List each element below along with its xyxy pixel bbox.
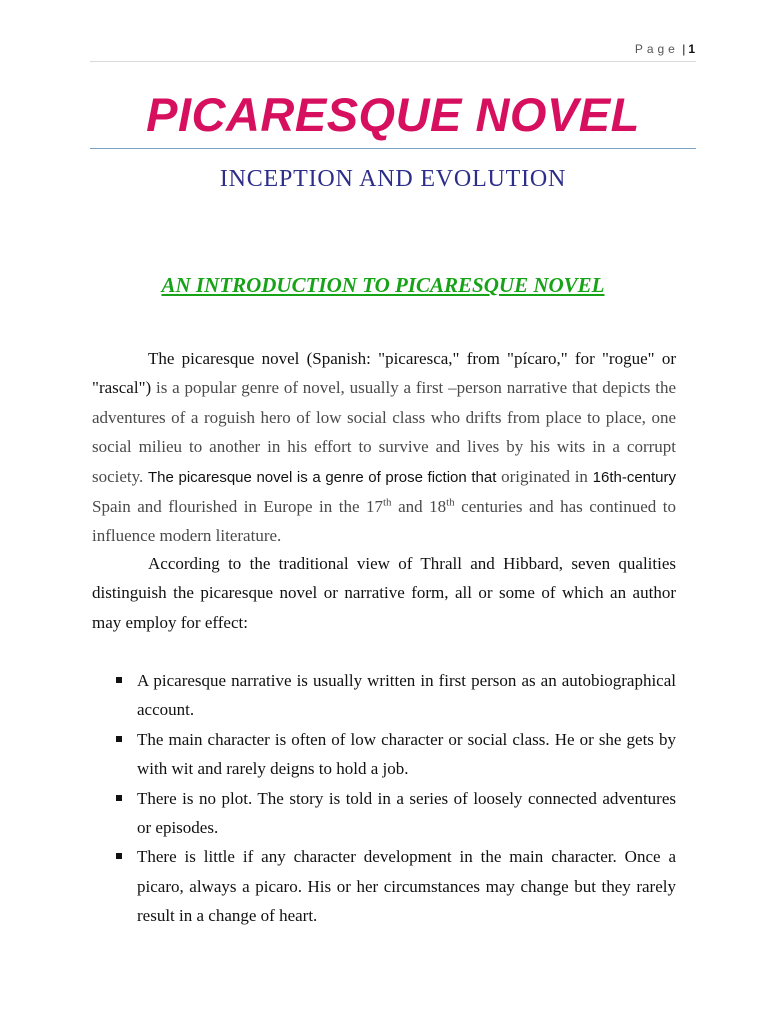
list-item-text: There is little if any character development in the main character. Once a picaro, always a picaro. His or her circumstances may change but they rarely result in a change of heart. bbox=[137, 847, 676, 926]
para1-part5: 16th-century bbox=[592, 468, 677, 486]
page-number: 1 bbox=[688, 42, 695, 56]
list-item bbox=[92, 725, 676, 784]
document-title: PICARESQUE NOVEL bbox=[146, 88, 640, 141]
para1-part8: centuries and has continued to influence modern literature. bbox=[92, 497, 676, 546]
square-bullet-icon bbox=[116, 736, 122, 742]
para1-part6: Spain and flourished in Europe in the 17 bbox=[92, 497, 383, 517]
header-rule bbox=[90, 61, 696, 62]
page-header bbox=[635, 42, 695, 56]
para1-part4: originated in bbox=[501, 466, 588, 486]
square-bullet-icon bbox=[116, 677, 122, 683]
list-item-text: The main character is often of low character or social class. He or she gets by with wit and rarely deigns to hold a job. bbox=[137, 729, 676, 779]
list-item-text: There is no plot. The story is told in a series of loosely connected adventures or episodes. bbox=[137, 788, 676, 838]
para1-part7: and 18 bbox=[398, 497, 447, 517]
qualities-list bbox=[92, 666, 676, 931]
list-item bbox=[92, 784, 676, 843]
page-label: Page bbox=[634, 42, 679, 56]
para1-part1: The picaresque novel (Spanish: "picaresca," from "pícaro," for "rogue" or "rascal") bbox=[92, 349, 676, 398]
square-bullet-icon bbox=[116, 853, 122, 859]
list-item-text: A picaresque narrative is usually written in first person as an autobiographical account. bbox=[137, 671, 676, 720]
square-bullet-icon bbox=[116, 795, 122, 801]
list-item bbox=[92, 666, 676, 725]
para1-sup1: th bbox=[383, 496, 392, 509]
document-subtitle: INCEPTION AND EVOLUTION bbox=[219, 166, 567, 192]
para1-sup2: th bbox=[446, 496, 455, 509]
list-item bbox=[92, 842, 676, 930]
qualities-paragraph bbox=[92, 549, 676, 637]
section-heading: AN INTRODUCTION TO PICARESQUE NOVEL bbox=[161, 273, 605, 297]
page-separator: | bbox=[682, 42, 686, 56]
para2-text: According to the traditional view of Thrall and Hibbard, seven qualities distinguish the picaresque novel or narrative form, all or some of which an author may employ for effect: bbox=[92, 554, 676, 632]
para1-part3: The picaresque novel is a genre of prose fiction that bbox=[148, 468, 497, 486]
intro-paragraph bbox=[92, 344, 676, 551]
para1-part2: is a popular genre of novel, usually a first –person narrative that depicts the adventures of a roguish hero of low social class who drifts from place to place, one social milieu to another in his effort to survive and lives by his wits in a corrupt society. bbox=[92, 378, 676, 486]
title-divider bbox=[90, 148, 696, 149]
